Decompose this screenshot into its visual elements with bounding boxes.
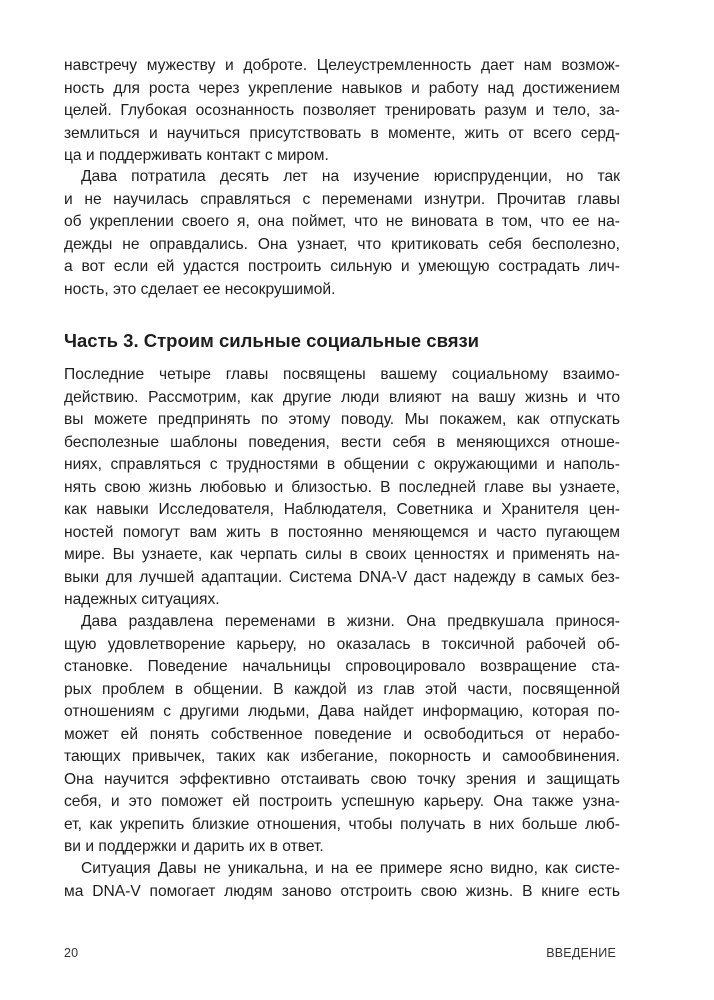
text-line: навстречу мужеству и доброте. Целеустремленность дает нам возмож-: [64, 57, 620, 74]
text-line: ви и поддержки и дарить их в ответ.: [64, 838, 324, 855]
text-line: и не научилась справляться с переменами изнутри. Прочитав главы: [64, 190, 620, 208]
text-line: ниях, справляться с трудностями в общении с окружающими и наполь-: [64, 456, 620, 473]
text-line: как навыки Исследователя, Наблюдателя, Советника и Хранителя цен-: [64, 501, 620, 518]
text-line: Ситуация Давы не уникальна, и на ее примере ясно видно, как систе-: [81, 860, 620, 877]
text-line: землиться и научиться присутствовать в моменте, жить от всего серд-: [64, 124, 620, 142]
text-line: выки для лучшей адаптации. Система DNA-V даст надежду в самых без-: [64, 568, 620, 586]
text-line: становке. Поведение начальницы спровоцировало возвращение ста-: [64, 658, 620, 675]
text-line: ет, как укрепить близкие отношения, чтобы получать в них больше люб-: [64, 815, 620, 833]
text-line: тающих привычек, таких как избегание, покорность и самообвинения.: [64, 748, 620, 765]
text-line: бесполезные шаблоны поведения, вести себя в меняющихся отноше-: [64, 433, 620, 451]
text-line: Дава потратила десять лет на изучение юриспруденции, но так: [81, 168, 620, 185]
text-line: действию. Рассмотрим, как другие люди влияют на вашу жизнь и что: [64, 388, 620, 406]
text-line: отношениям с другими людьми, Дава найдет информацию, которая по-: [64, 703, 620, 720]
text-line: мире. Вы узнаете, как черпать силы в своих ценностях и применять на-: [64, 546, 620, 563]
paragraph-dna-v: [64, 858, 620, 903]
text-line: ность, это сделает ее несокрушимой.: [64, 280, 336, 298]
text-line: надежных ситуациях.: [64, 591, 220, 608]
text-line: ностей помогут вам жить в постоянно меняющемся и часто пугающем: [64, 523, 620, 541]
text-line: может ей понять собственное поведение и освободиться от нерабо-: [64, 725, 620, 743]
text-line: об укреплении своего я, она поймет, что не виновата в том, что ее на-: [64, 213, 620, 230]
paragraph-dava-career: [64, 611, 620, 859]
text-line: ма DNA-V помогает людям заново отстроить свою жизнь. В книге есть: [64, 882, 620, 900]
text-line: ность для роста через укрепление навыков и работу над достижением: [64, 79, 620, 97]
text-line: Последние четыре главы посвящены вашему социальному взаимо-: [64, 366, 620, 383]
text-line: ца и поддерживать контакт с миром.: [64, 147, 329, 164]
running-footer-title: ВВЕДЕНИЕ: [546, 946, 616, 960]
text-line: вы можете предпринять по этому поводу. Мы покажем, как отпускать: [64, 411, 620, 428]
page-number: 20: [64, 946, 79, 960]
text-line: себя, и это поможет ей построить успешную карьеру. Она также узна-: [64, 793, 620, 810]
paragraph-dava-law: [64, 166, 620, 301]
text-line: Она научится эффективно отстаивать свою точку зрения и защищать: [64, 770, 620, 788]
text-line: щую удовлетворение карьеру, но оказалась в токсичной рабочей об-: [64, 635, 620, 653]
text-line: нять свою жизнь любовью и близостью. В последней главе вы узнаете,: [64, 478, 620, 496]
text-line: Дава раздавлена переменами в жизни. Она предвкушала принося-: [81, 613, 620, 630]
text-line: целей. Глубокая осознанность позволяет тренировать разум и тело, за-: [64, 102, 620, 119]
text-line: дежды не оправдались. Она узнает, что критиковать себя бесполезно,: [64, 235, 620, 253]
section-heading: Часть 3. Строим сильные социальные связи: [64, 330, 480, 351]
paragraph-continuation: [64, 55, 620, 168]
paragraph-part3-intro: [64, 364, 620, 612]
text-line: а вот если ей удастся построить сильную и умеющую сострадать лич-: [64, 258, 620, 275]
text-line: рых проблем в общении. В каждой из глав этой части, посвященной: [64, 680, 620, 698]
